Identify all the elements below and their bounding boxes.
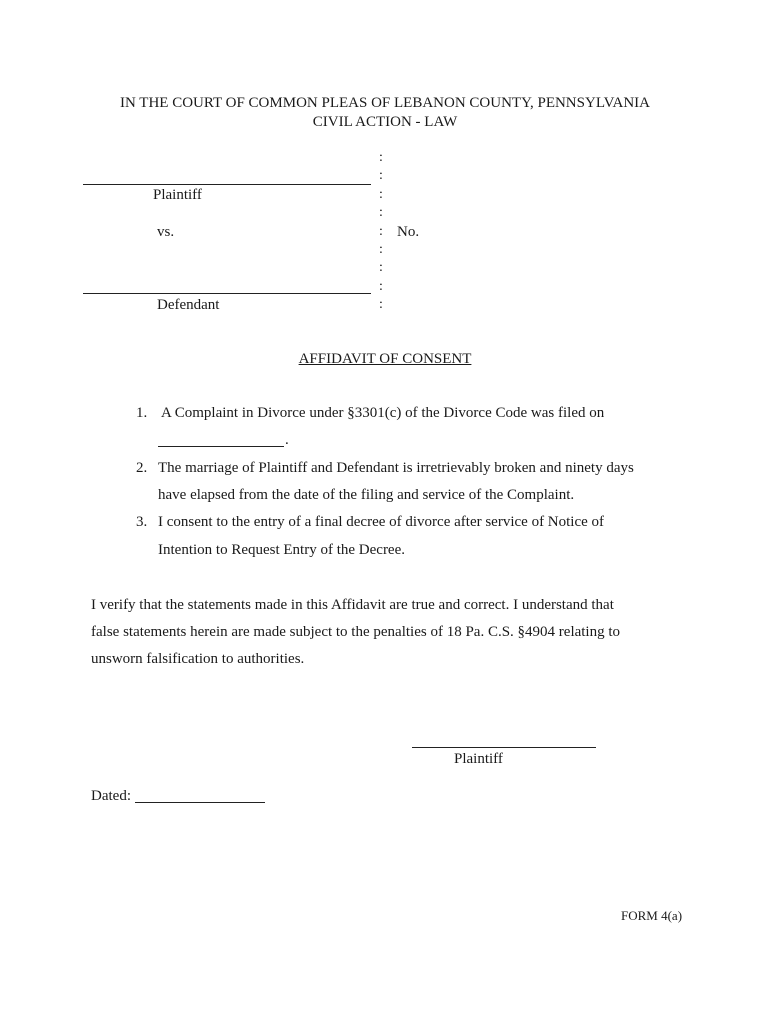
form-number: FORM 4(a) [621, 908, 683, 923]
plaintiff-caption-label: Plaintiff [153, 187, 202, 203]
case-number-label: No. [397, 224, 420, 240]
caption-colon: : [379, 242, 383, 257]
civil-action-heading: CIVIL ACTION - LAW [312, 114, 458, 130]
verification-line: unsworn falsification to authorities. [91, 651, 305, 667]
item-text-continued: have elapsed from the date of the filing and service of the Complaint. [158, 487, 575, 503]
defendant-caption-label: Defendant [157, 297, 220, 313]
caption-colon: : [379, 279, 383, 294]
verification-line: I verify that the statements made in this Affidavit are true and correct. I understand that [91, 597, 614, 613]
caption-colon: : [379, 150, 383, 165]
caption-colon: : [379, 187, 383, 202]
caption-colon: : [379, 205, 383, 220]
item-text: The marriage of Plaintiff and Defendant is irretrievably broken and ninety days [158, 460, 634, 476]
item-text: I consent to the entry of a final decree of divorce after service of Notice of [158, 514, 605, 530]
item-number: 1. [136, 405, 148, 421]
dated-label: Dated: [91, 788, 131, 804]
caption-colon: : [379, 168, 383, 183]
affidavit-title: AFFIDAVIT OF CONSENT [298, 351, 472, 367]
filing-date-blank[interactable] [158, 446, 284, 447]
plaintiff-name-line[interactable] [83, 184, 371, 185]
item-text: A Complaint in Divorce under §3301(c) of the Divorce Code was filed on [161, 405, 605, 421]
caption-colon: : [379, 297, 383, 312]
item-number: 3. [136, 514, 148, 530]
vs-label: vs. [157, 224, 175, 240]
item-text-continued: Intention to Request Entry of the Decree. [158, 542, 406, 558]
blank-period: . [285, 432, 289, 448]
defendant-name-line[interactable] [83, 293, 371, 294]
signature-line[interactable] [412, 747, 596, 748]
signature-label: Plaintiff [454, 751, 503, 767]
caption-colon: : [379, 224, 383, 239]
date-blank[interactable] [135, 802, 265, 803]
court-heading: IN THE COURT OF COMMON PLEAS OF LEBANON COUNTY, PENNSYLVANIA [120, 95, 650, 111]
caption-colon: : [379, 260, 383, 275]
verification-line: false statements herein are made subject to the penalties of 18 Pa. C.S. §4904 relating to [91, 624, 621, 640]
item-number: 2. [136, 460, 148, 476]
